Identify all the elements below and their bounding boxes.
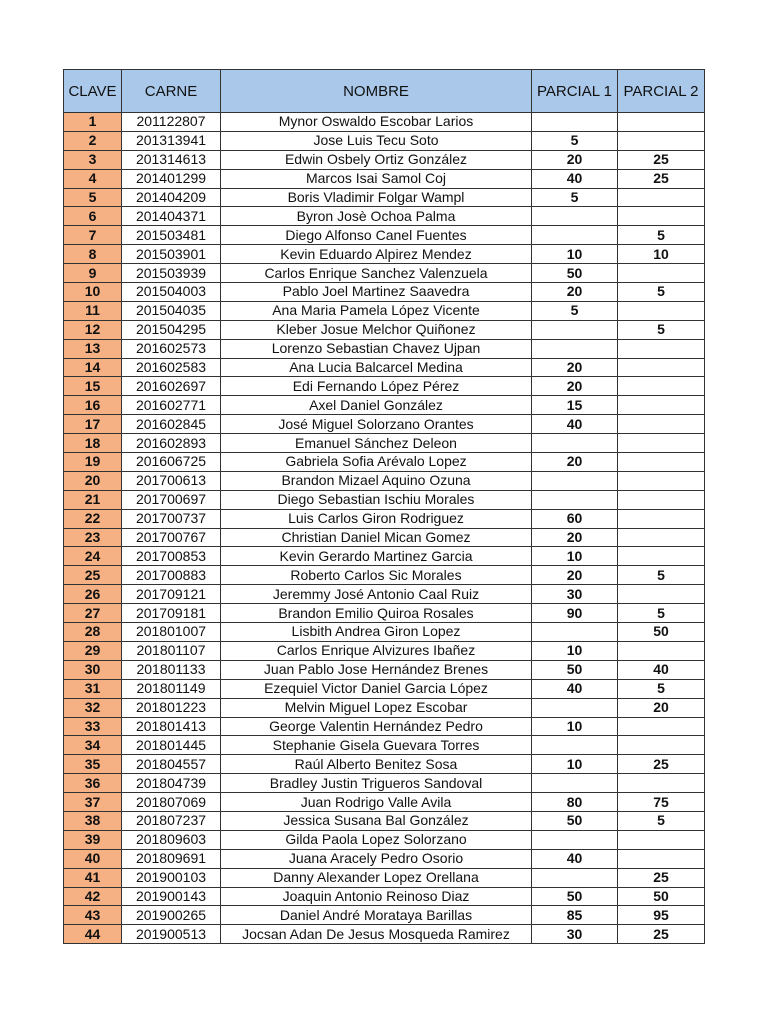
parcial-1-cell: 10 [532,755,618,774]
parcial-1-cell: 50 [532,811,618,830]
carne-cell: 201900513 [122,925,221,944]
table-row [64,471,705,490]
nombre-cell: George Valentin Hernández Pedro [221,717,532,736]
clave-cell: 36 [64,774,122,793]
clave-cell: 4 [64,169,122,188]
nombre-cell: Stephanie Gisela Guevara Torres [221,736,532,755]
parcial-1-cell: 10 [532,245,618,264]
table-row [64,113,705,132]
nombre-cell: Edwin Osbely Ortiz González [221,150,532,169]
parcial-2-cell [618,849,705,868]
carne-cell: 201602845 [122,415,221,434]
parcial-2-cell: 25 [618,150,705,169]
nombre-cell: Axel Daniel González [221,396,532,415]
parcial-1-cell: 10 [532,547,618,566]
table-row [64,188,705,207]
carne-cell: 201801413 [122,717,221,736]
parcial-2-cell [618,207,705,226]
parcial-1-cell: 5 [532,131,618,150]
table-row [64,679,705,698]
clave-cell: 5 [64,188,122,207]
carne-cell: 201606725 [122,453,221,472]
table-row [64,301,705,320]
nombre-cell: Melvin Miguel Lopez Escobar [221,698,532,717]
table-row [64,245,705,264]
parcial-1-cell [532,226,618,245]
parcial-2-cell: 25 [618,169,705,188]
table-row [64,793,705,812]
clave-cell: 8 [64,245,122,264]
carne-cell: 201122807 [122,113,221,132]
clave-cell: 28 [64,623,122,642]
parcial-2-cell [618,547,705,566]
nombre-cell: Raúl Alberto Benitez Sosa [221,755,532,774]
carne-cell: 201313941 [122,131,221,150]
clave-cell: 21 [64,490,122,509]
carne-cell: 201503481 [122,226,221,245]
carne-cell: 201900265 [122,906,221,925]
clave-cell: 14 [64,358,122,377]
clave-cell: 31 [64,679,122,698]
parcial-2-cell: 5 [618,320,705,339]
parcial-2-cell [618,528,705,547]
clave-cell: 32 [64,698,122,717]
carne-cell: 201602583 [122,358,221,377]
parcial-2-cell: 25 [618,868,705,887]
clave-cell: 35 [64,755,122,774]
table-row [64,887,705,906]
parcial-2-cell: 5 [618,566,705,585]
parcial-2-cell [618,377,705,396]
carne-cell: 201602771 [122,396,221,415]
carne-cell: 201504295 [122,320,221,339]
nombre-cell: Juana Aracely Pedro Osorio [221,849,532,868]
nombre-cell: Mynor Oswaldo Escobar Larios [221,113,532,132]
nombre-cell: Jessica Susana Bal González [221,811,532,830]
table-row [64,755,705,774]
carne-cell: 201314613 [122,150,221,169]
nombre-cell: Jose Luis Tecu Soto [221,131,532,150]
nombre-cell: Ezequiel Victor Daniel Garcia López [221,679,532,698]
carne-cell: 201401299 [122,169,221,188]
nombre-cell: José Miguel Solorzano Orantes [221,415,532,434]
carne-cell: 201503939 [122,264,221,283]
clave-cell: 43 [64,906,122,925]
carne-cell: 201709181 [122,604,221,623]
clave-cell: 42 [64,887,122,906]
table-row [64,264,705,283]
table-row [64,150,705,169]
carne-cell: 201709121 [122,585,221,604]
clave-cell: 25 [64,566,122,585]
carne-cell: 201809603 [122,830,221,849]
parcial-1-cell: 5 [532,188,618,207]
parcial-2-cell: 50 [618,887,705,906]
parcial-1-cell: 40 [532,415,618,434]
parcial-1-cell: 40 [532,169,618,188]
clave-cell: 12 [64,320,122,339]
column-header-nombre: NOMBRE [221,70,532,113]
table-row [64,358,705,377]
parcial-1-cell [532,830,618,849]
nombre-cell: Diego Sebastian Ischiu Morales [221,490,532,509]
parcial-2-cell [618,358,705,377]
parcial-2-cell [618,830,705,849]
table-row [64,717,705,736]
table-row [64,396,705,415]
parcial-2-cell [618,453,705,472]
parcial-2-cell: 75 [618,793,705,812]
parcial-2-cell [618,736,705,755]
parcial-1-cell [532,471,618,490]
parcial-2-cell: 5 [618,811,705,830]
carne-cell: 201700613 [122,471,221,490]
parcial-1-cell: 30 [532,585,618,604]
clave-cell: 15 [64,377,122,396]
carne-cell: 201807237 [122,811,221,830]
nombre-cell: Jeremmy José Antonio Caal Ruiz [221,585,532,604]
parcial-1-cell: 20 [532,528,618,547]
carne-cell: 201404371 [122,207,221,226]
nombre-cell: Luis Carlos Giron Rodriguez [221,509,532,528]
table-row [64,868,705,887]
nombre-cell: Carlos Enrique Sanchez Valenzuela [221,264,532,283]
clave-cell: 7 [64,226,122,245]
clave-cell: 38 [64,811,122,830]
grades-table [63,69,705,944]
parcial-1-cell: 10 [532,641,618,660]
clave-cell: 13 [64,339,122,358]
parcial-1-cell [532,339,618,358]
parcial-2-cell [618,396,705,415]
table-row [64,585,705,604]
parcial-2-cell [618,490,705,509]
table-row [64,736,705,755]
table-row [64,169,705,188]
nombre-cell: Danny Alexander Lopez Orellana [221,868,532,887]
parcial-1-cell: 30 [532,925,618,944]
clave-cell: 11 [64,301,122,320]
column-header-clave: CLAVE [64,70,122,113]
parcial-1-cell: 20 [532,566,618,585]
parcial-1-cell [532,490,618,509]
clave-cell: 3 [64,150,122,169]
table-row [64,774,705,793]
parcial-2-cell [618,415,705,434]
nombre-cell: Boris Vladimir Folgar Wampl [221,188,532,207]
clave-cell: 26 [64,585,122,604]
carne-cell: 201801133 [122,660,221,679]
table-row [64,339,705,358]
carne-cell: 201700767 [122,528,221,547]
carne-cell: 201801223 [122,698,221,717]
table-row [64,377,705,396]
clave-cell: 24 [64,547,122,566]
clave-cell: 27 [64,604,122,623]
table-body [64,113,705,944]
carne-cell: 201900103 [122,868,221,887]
table-row [64,849,705,868]
clave-cell: 29 [64,641,122,660]
carne-cell: 201807069 [122,793,221,812]
nombre-cell: Marcos Isai Samol Coj [221,169,532,188]
parcial-1-cell: 5 [532,301,618,320]
parcial-1-cell [532,736,618,755]
carne-cell: 201503901 [122,245,221,264]
carne-cell: 201504003 [122,283,221,302]
table-row [64,566,705,585]
table-row [64,434,705,453]
parcial-2-cell [618,641,705,660]
nombre-cell: Daniel André Morataya Barillas [221,906,532,925]
parcial-1-cell [532,113,618,132]
parcial-1-cell [532,207,618,226]
table-row [64,660,705,679]
parcial-1-cell [532,774,618,793]
parcial-1-cell: 20 [532,453,618,472]
clave-cell: 30 [64,660,122,679]
table-row [64,283,705,302]
nombre-cell: Lorenzo Sebastian Chavez Ujpan [221,339,532,358]
clave-cell: 2 [64,131,122,150]
nombre-cell: Kevin Gerardo Martinez Garcia [221,547,532,566]
parcial-1-cell: 80 [532,793,618,812]
parcial-2-cell [618,264,705,283]
parcial-1-cell: 20 [532,358,618,377]
carne-cell: 201404209 [122,188,221,207]
parcial-2-cell [618,188,705,207]
nombre-cell: Bradley Justin Trigueros Sandoval [221,774,532,793]
table-row [64,453,705,472]
clave-cell: 39 [64,830,122,849]
nombre-cell: Brandon Mizael Aquino Ozuna [221,471,532,490]
clave-cell: 6 [64,207,122,226]
table-row [64,547,705,566]
column-header-parcial-1: PARCIAL 1 [532,70,618,113]
header-row [64,70,705,113]
nombre-cell: Kleber Josue Melchor Quiñonez [221,320,532,339]
parcial-1-cell: 50 [532,887,618,906]
parcial-2-cell: 5 [618,679,705,698]
clave-cell: 20 [64,471,122,490]
carne-cell: 201801445 [122,736,221,755]
clave-cell: 34 [64,736,122,755]
parcial-2-cell: 10 [618,245,705,264]
clave-cell: 10 [64,283,122,302]
column-header-parcial-2: PARCIAL 2 [618,70,705,113]
table-row [64,698,705,717]
clave-cell: 22 [64,509,122,528]
nombre-cell: Emanuel Sánchez Deleon [221,434,532,453]
nombre-cell: Gabriela Sofia Arévalo Lopez [221,453,532,472]
parcial-1-cell [532,434,618,453]
parcial-2-cell [618,339,705,358]
table-header [64,70,705,113]
parcial-1-cell: 15 [532,396,618,415]
nombre-cell: Lisbith Andrea Giron Lopez [221,623,532,642]
carne-cell: 201804557 [122,755,221,774]
parcial-1-cell [532,698,618,717]
parcial-2-cell: 40 [618,660,705,679]
parcial-1-cell [532,623,618,642]
parcial-2-cell [618,131,705,150]
carne-cell: 201801107 [122,641,221,660]
parcial-2-cell [618,301,705,320]
table-row [64,509,705,528]
table-row [64,623,705,642]
parcial-1-cell: 20 [532,283,618,302]
carne-cell: 201602697 [122,377,221,396]
parcial-1-cell [532,320,618,339]
table-row [64,320,705,339]
carne-cell: 201801007 [122,623,221,642]
nombre-cell: Diego Alfonso Canel Fuentes [221,226,532,245]
nombre-cell: Gilda Paola Lopez Solorzano [221,830,532,849]
nombre-cell: Ana Maria Pamela López Vicente [221,301,532,320]
nombre-cell: Juan Rodrigo Valle Avila [221,793,532,812]
table-row [64,131,705,150]
table-row [64,604,705,623]
table-row [64,415,705,434]
carne-cell: 201602893 [122,434,221,453]
parcial-2-cell: 5 [618,283,705,302]
parcial-1-cell: 60 [532,509,618,528]
parcial-1-cell [532,868,618,887]
carne-cell: 201700737 [122,509,221,528]
nombre-cell: Byron Josè Ochoa Palma [221,207,532,226]
parcial-2-cell [618,113,705,132]
carne-cell: 201900143 [122,887,221,906]
parcial-2-cell: 5 [618,226,705,245]
nombre-cell: Carlos Enrique Alvizures Ibañez [221,641,532,660]
nombre-cell: Christian Daniel Mican Gomez [221,528,532,547]
clave-cell: 40 [64,849,122,868]
clave-cell: 9 [64,264,122,283]
parcial-2-cell: 25 [618,755,705,774]
parcial-2-cell [618,434,705,453]
nombre-cell: Jocsan Adan De Jesus Mosqueda Ramirez [221,925,532,944]
column-header-carne: CARNE [122,70,221,113]
parcial-1-cell: 90 [532,604,618,623]
parcial-1-cell: 85 [532,906,618,925]
parcial-1-cell: 20 [532,377,618,396]
parcial-2-cell: 50 [618,623,705,642]
parcial-2-cell [618,774,705,793]
clave-cell: 19 [64,453,122,472]
nombre-cell: Edi Fernando López Pérez [221,377,532,396]
clave-cell: 16 [64,396,122,415]
table-row [64,490,705,509]
parcial-2-cell [618,471,705,490]
carne-cell: 201801149 [122,679,221,698]
parcial-2-cell [618,717,705,736]
parcial-2-cell: 95 [618,906,705,925]
carne-cell: 201804739 [122,774,221,793]
parcial-2-cell [618,509,705,528]
table-row [64,226,705,245]
carne-cell: 201504035 [122,301,221,320]
parcial-1-cell: 40 [532,849,618,868]
nombre-cell: Brandon Emilio Quiroa Rosales [221,604,532,623]
nombre-cell: Juan Pablo Jose Hernández Brenes [221,660,532,679]
table-row [64,528,705,547]
clave-cell: 17 [64,415,122,434]
parcial-2-cell [618,585,705,604]
clave-cell: 18 [64,434,122,453]
table-row [64,811,705,830]
clave-cell: 1 [64,113,122,132]
clave-cell: 37 [64,793,122,812]
nombre-cell: Joaquin Antonio Reinoso Diaz [221,887,532,906]
table-row [64,641,705,660]
clave-cell: 33 [64,717,122,736]
clave-cell: 23 [64,528,122,547]
table-row [64,830,705,849]
carne-cell: 201700853 [122,547,221,566]
parcial-2-cell: 5 [618,604,705,623]
parcial-1-cell: 50 [532,660,618,679]
table-row [64,906,705,925]
parcial-1-cell: 40 [532,679,618,698]
parcial-1-cell: 50 [532,264,618,283]
carne-cell: 201602573 [122,339,221,358]
nombre-cell: Kevin Eduardo Alpirez Mendez [221,245,532,264]
clave-cell: 41 [64,868,122,887]
carne-cell: 201700697 [122,490,221,509]
parcial-1-cell: 20 [532,150,618,169]
table-row [64,207,705,226]
table-row [64,925,705,944]
nombre-cell: Ana Lucia Balcarcel Medina [221,358,532,377]
nombre-cell: Roberto Carlos Sic Morales [221,566,532,585]
parcial-2-cell: 25 [618,925,705,944]
parcial-1-cell: 10 [532,717,618,736]
clave-cell: 44 [64,925,122,944]
carne-cell: 201809691 [122,849,221,868]
parcial-2-cell: 20 [618,698,705,717]
carne-cell: 201700883 [122,566,221,585]
nombre-cell: Pablo Joel Martinez Saavedra [221,283,532,302]
